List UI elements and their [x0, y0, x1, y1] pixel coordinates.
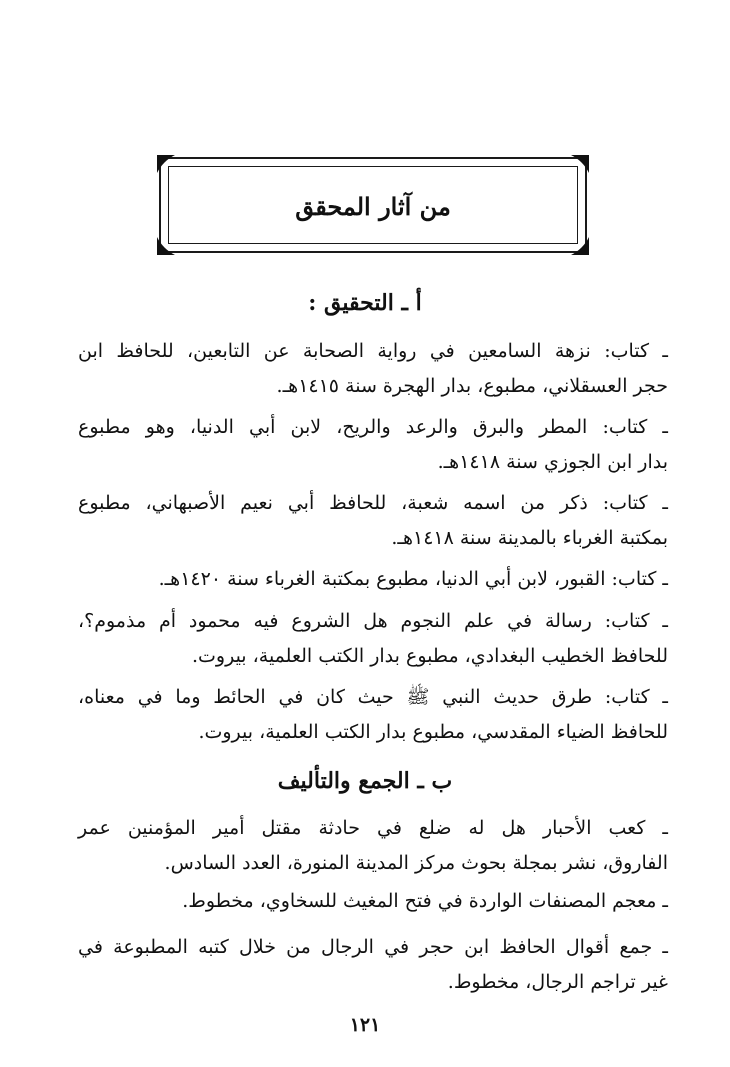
list-item-line: ـ كتاب: نزهة السامعين في رواية الصحابة عن التابعين، للحافظ ابن: [78, 340, 668, 362]
list-item-line: ـ كتاب: القبور، لابن أبي الدنيا، مطبوع بمكتبة الغرباء سنة ١٤٢٠هـ.: [158, 568, 668, 590]
list-item-line: ـ كعب الأحبار هل له ضلع في حادثة مقتل أمير المؤمنين عمر: [78, 817, 668, 839]
list-item: [78, 604, 668, 674]
list-item-line: ـ كتاب: المطر والبرق والرعد والريح، لابن أبي الدنيا، وهو مطبوع: [78, 416, 668, 438]
list-item-line: ـ جمع أقوال الحافظ ابن حجر في الرجال من خلال كتبه المطبوعة في: [78, 936, 668, 958]
list-item: [78, 884, 668, 919]
list-item-line: حجر العسقلاني، مطبوع، بدار الهجرة سنة ١٤١٥هـ.: [276, 375, 668, 397]
page-title: من آثار المحقق: [295, 192, 451, 221]
corner-ornament-icon: [571, 237, 589, 255]
list-item-line: ـ كتاب: طرق حديث النبي ﷺ حيث كان في الحائط وما في معناه،: [78, 686, 668, 708]
list-item-line: للحافظ الضياء المقدسي، مطبوع بدار الكتب العلمية، بيروت.: [198, 721, 668, 743]
list-item-line: ـ كتاب: رسالة في علم النجوم هل الشروع فيه محمود أم مذموم؟،: [78, 610, 668, 632]
corner-ornament-icon: [157, 237, 175, 255]
list-item-line: ـ كتاب: ذكر من اسمه شعبة، للحافظ أبي نعيم الأصبهاني، مطبوع: [78, 492, 668, 514]
list-item: [78, 410, 668, 480]
title-frame: [159, 157, 587, 253]
page-number: ١٢١: [349, 1014, 381, 1036]
list-item-line: بدار ابن الجوزي سنة ١٤١٨هـ.: [437, 451, 668, 473]
list-item: [78, 486, 668, 556]
list-item: [78, 930, 668, 1000]
list-item: [78, 334, 668, 404]
list-item: [78, 562, 668, 597]
list-item: [78, 680, 668, 750]
section-a-heading: أ ـ التحقيق :: [308, 290, 422, 316]
section-b-heading: ب ـ الجمع والتأليف: [277, 768, 453, 794]
list-item-line: الفاروق، نشر بمجلة بحوث مركز المدينة المنورة، العدد السادس.: [164, 852, 668, 874]
list-item-line: ـ معجم المصنفات الواردة في فتح المغيث للسخاوي، مخطوط.: [182, 890, 668, 912]
list-item-line: غير تراجم الرجال، مخطوط.: [447, 971, 668, 993]
corner-ornament-icon: [157, 155, 175, 173]
list-item: [78, 811, 668, 881]
list-item-line: بمكتبة الغرباء بالمدينة سنة ١٤١٨هـ.: [391, 527, 668, 549]
list-item-line: للحافظ الخطيب البغدادي، مطبوع بدار الكتب العلمية، بيروت.: [191, 645, 668, 667]
corner-ornament-icon: [571, 155, 589, 173]
